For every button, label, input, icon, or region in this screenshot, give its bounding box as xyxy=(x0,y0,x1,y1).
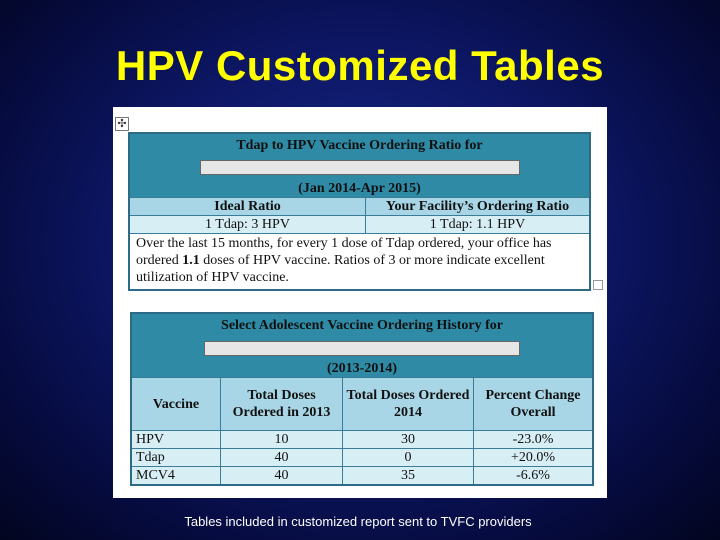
doses-2014: 30 xyxy=(343,431,474,449)
col-header-2014: Total Doses Ordered 2014 xyxy=(343,378,474,431)
slide-caption: Tables included in customized report sent to TVFC providers xyxy=(184,514,532,529)
ratio-note xyxy=(129,234,590,291)
percent-change: -23.0% xyxy=(474,431,594,449)
facility-ratio-header: Your Facility’s Ordering Ratio xyxy=(366,198,591,216)
ratio-table xyxy=(128,132,591,291)
table-row xyxy=(131,467,593,486)
facility-name-blank xyxy=(200,160,520,175)
doses-2013: 10 xyxy=(221,431,343,449)
facility-ratio-value: 1 Tdap: 1.1 HPV xyxy=(366,216,591,234)
ratio-note-part1: Over the last 15 months, for every 1 dose of Tdap ordered, your office has ordered xyxy=(136,236,552,268)
doses-2014: 0 xyxy=(343,449,474,467)
percent-change: +20.0% xyxy=(474,449,594,467)
doses-2014: 35 xyxy=(343,467,474,486)
slide-title: HPV Customized Tables xyxy=(115,42,605,89)
resize-handle-icon[interactable] xyxy=(593,280,603,290)
vaccine-name: Tdap xyxy=(131,449,221,467)
col-header-change: Percent Change Overall xyxy=(474,378,594,431)
history-table-title: Select Adolescent Vaccine Ordering History for xyxy=(221,318,503,333)
facility-name-blank xyxy=(204,341,520,356)
ideal-ratio-header: Ideal Ratio xyxy=(129,198,366,216)
tables-panel xyxy=(113,107,607,498)
history-table xyxy=(130,312,594,486)
ratio-note-part2: doses of HPV vaccine. Ratios of 3 or more indicate excellent utilization of HPV vaccine. xyxy=(136,253,545,285)
move-handle-icon[interactable]: ✣ xyxy=(115,117,129,131)
ratio-table-title-cell xyxy=(129,133,590,198)
history-table-date-range: (2013-2014) xyxy=(327,361,397,376)
ratio-table-title: Tdap to HPV Vaccine Ordering Ratio for xyxy=(236,138,483,153)
history-table-title-cell xyxy=(131,313,593,378)
vaccine-name: MCV4 xyxy=(131,467,221,486)
ideal-ratio-value: 1 Tdap: 3 HPV xyxy=(129,216,366,234)
vaccine-name: HPV xyxy=(131,431,221,449)
table-row xyxy=(131,449,593,467)
table-row xyxy=(131,431,593,449)
ratio-table-date-range: (Jan 2014-Apr 2015) xyxy=(298,181,421,196)
doses-2013: 40 xyxy=(221,449,343,467)
doses-2013: 40 xyxy=(221,467,343,486)
percent-change: -6.6% xyxy=(474,467,594,486)
ratio-note-bold: 1.1 xyxy=(182,253,200,268)
col-header-vaccine: Vaccine xyxy=(131,378,221,431)
col-header-2013: Total Doses Ordered in 2013 xyxy=(221,378,343,431)
